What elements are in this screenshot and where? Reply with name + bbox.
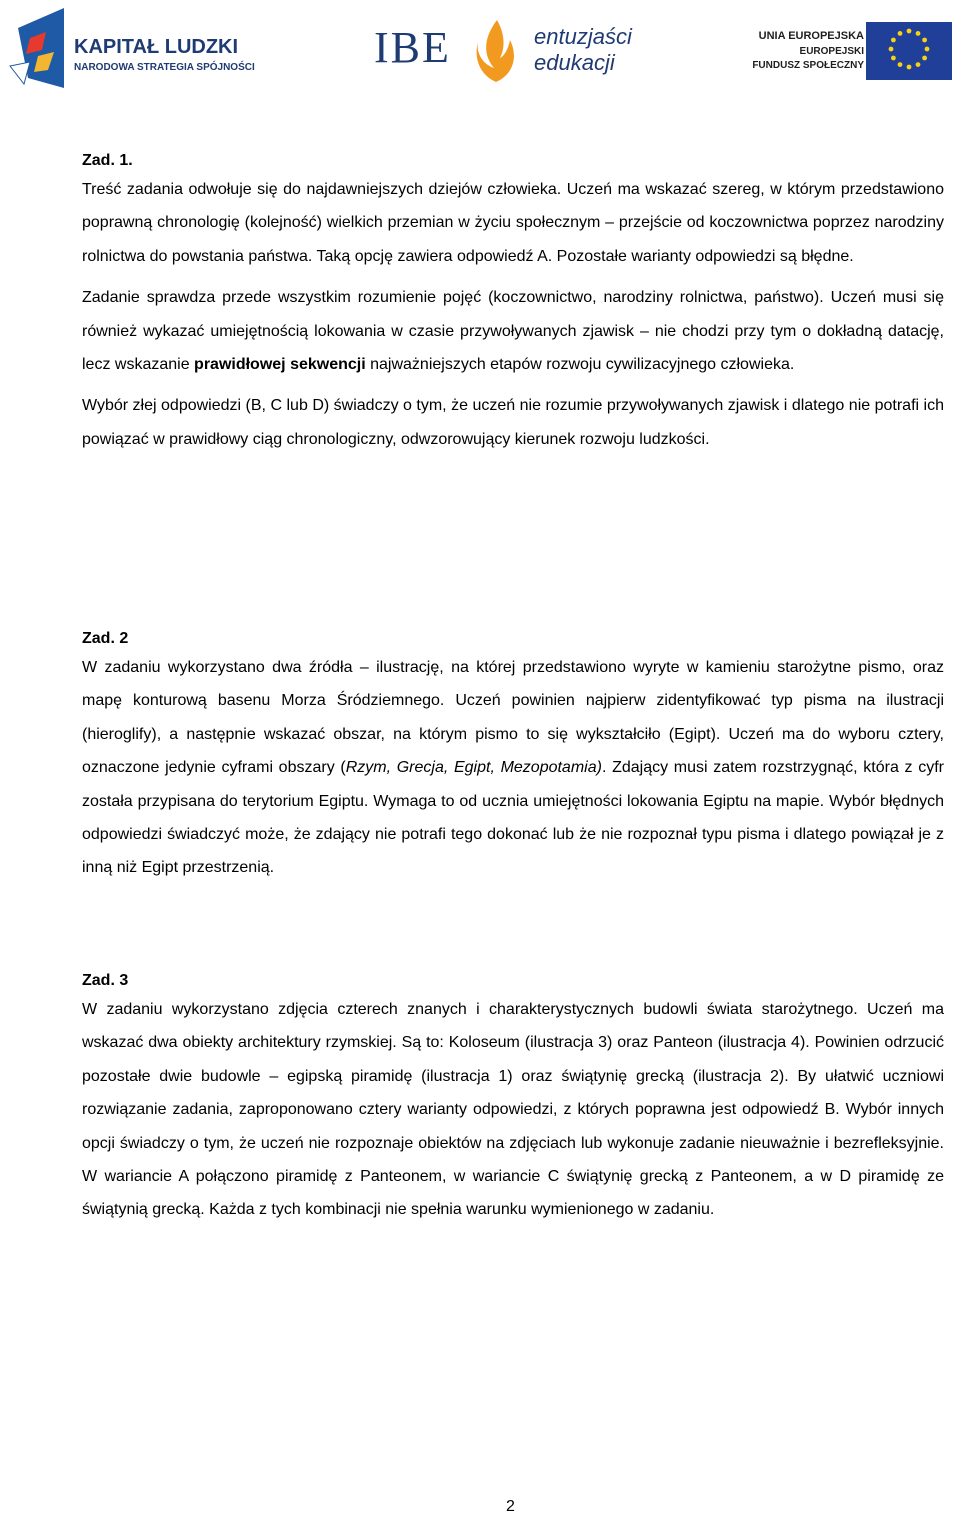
kapital-ludzki-logo [8, 8, 273, 94]
ibe-abbr: IBE [374, 23, 451, 72]
ibe-tagline-1: entuzjaści [534, 24, 632, 49]
paragraph-text: Zadanie sprawdza przede wszystkim rozumienie pojęć (koczownictwo, narodziny rolnictwa, państwo). Uczeń musi się również wykazać umiejętnością lokowania w czasie przywoływanych zjawisk – nie chodzi przy tym o dokładną datację, lecz wskazanie [82, 289, 944, 374]
page-header [0, 0, 960, 100]
eu-line-3: FUNDUSZ SPOŁECZNY [752, 60, 864, 71]
paragraph-text: . Zdający musi zatem rozstrzygnąć, która z cyfr została przypisana do terytorium Egiptu. Wymaga to od ucznia umiejętności lokowania Egiptu na mapie. Wybór błędnych odpowiedzi świadczyć może, że zdający nie potrafi tego dokonać lub że nie rozpoznał typu pisma i dlatego powiązał je z inną niż Egipt przestrzenią. [82, 759, 945, 877]
ibe-tagline-2: edukacji [534, 50, 615, 75]
section-title: Zad. 3 [82, 972, 129, 989]
kapital-ludzki-title: KAPITAŁ LUDZKI [74, 36, 239, 58]
paragraph-italic-text: Rzym, Grecja, Egipt, Mezopotamia) [345, 759, 602, 777]
paragraph [82, 651, 944, 885]
eu-line-2: EUROPEJSKI [799, 46, 864, 57]
kapital-ludzki-subtitle: NARODOWA STRATEGIA SPÓJNOŚCI [74, 62, 255, 73]
paragraph: Treść zadania odwołuje się do najdawniejszych dziejów człowieka. Uczeń ma wskazać szereg, w którym przedstawiono poprawną chronologię (kolejność) wielkich przemian w życiu społecznym – przejście od koczownictwa poprzez narodziny rolnictwa do powstania państwa. Taką opcję zawiera odpowiedź A. Pozostałe warianty odpowiedzi są błędne. [82, 181, 944, 265]
section-title: Zad. 2 [82, 630, 129, 647]
paragraph [82, 281, 944, 381]
paragraph: Wybór złej odpowiedzi (B, C lub D) świadczy o tym, że uczeń nie rozumie przywoływanych zjawisk i dlatego nie potrafi ich powiązać w prawidłowy ciąg chronologiczny, odwzorowujący kierunek rozwoju ludzkości. [82, 397, 944, 448]
eu-flag-icon [866, 22, 952, 80]
section-zad-3 [82, 970, 944, 1227]
eu-logo [732, 8, 954, 94]
paragraph: W zadaniu wykorzystano zdjęcia czterech znanych i charakterystycznych budowli świata starożytnego. Uczeń ma wskazać dwa obiekty architektury rzymskiej. Są to: Koloseum (ilustracja 3) oraz Panteon (ilustracja 4). Powinien odrzucić pozostałe dwie budowle – egipską piramidę (ilustracja 1) oraz świątynię grecką (ilustracja 2). By ułatwić uczniowi rozwiązanie zadania, zaproponowano cztery warianty odpowiedzi, z których poprawna jest odpowiedź B. Wybór innych opcji świadczy o tym, że uczeń nie rozpoznaje obiektów na zdjęciach lub wykonuje zadanie nieuważnie i bezrefleksyjnie. W wariancie A połączono piramidę z Panteonem, w wariancie C świątynię grecką z Panteonem, a w D piramidę ze świątynią grecką. Każda z tych kombinacji nie spełnia warunku wymienionego w zadaniu. [82, 1001, 944, 1219]
eu-line-1: UNIA EUROPEJSKA [758, 30, 864, 42]
section-zad-1 [82, 150, 944, 456]
paragraph-text: najważniejszych etapów rozwoju cywilizacyjnego człowieka. [365, 356, 795, 374]
ibe-logo [372, 8, 642, 94]
paragraph-text: W zadaniu wykorzystano dwa źródła – ilustrację, na której przedstawiono wyryte w kamieniu starożytne pismo, oraz mapę konturową basenu Morza Śródziemnego. Uczeń powinien najpierw zidentyfikować typ pisma na ilustracji (hieroglify), a następnie wskazać obszar, na którym pismo to się wykształciło (Egipt). Uczeń ma do wyboru cztery, oznaczone jedynie cyframi obszary ( [82, 659, 944, 777]
page-number: 2 [506, 1498, 515, 1515]
ibe-flame-icon [472, 16, 522, 86]
section-zad-2 [82, 628, 944, 885]
section-title: Zad. 1. [82, 152, 133, 169]
paragraph-bold-text: prawidłowej sekwencji [194, 356, 366, 374]
